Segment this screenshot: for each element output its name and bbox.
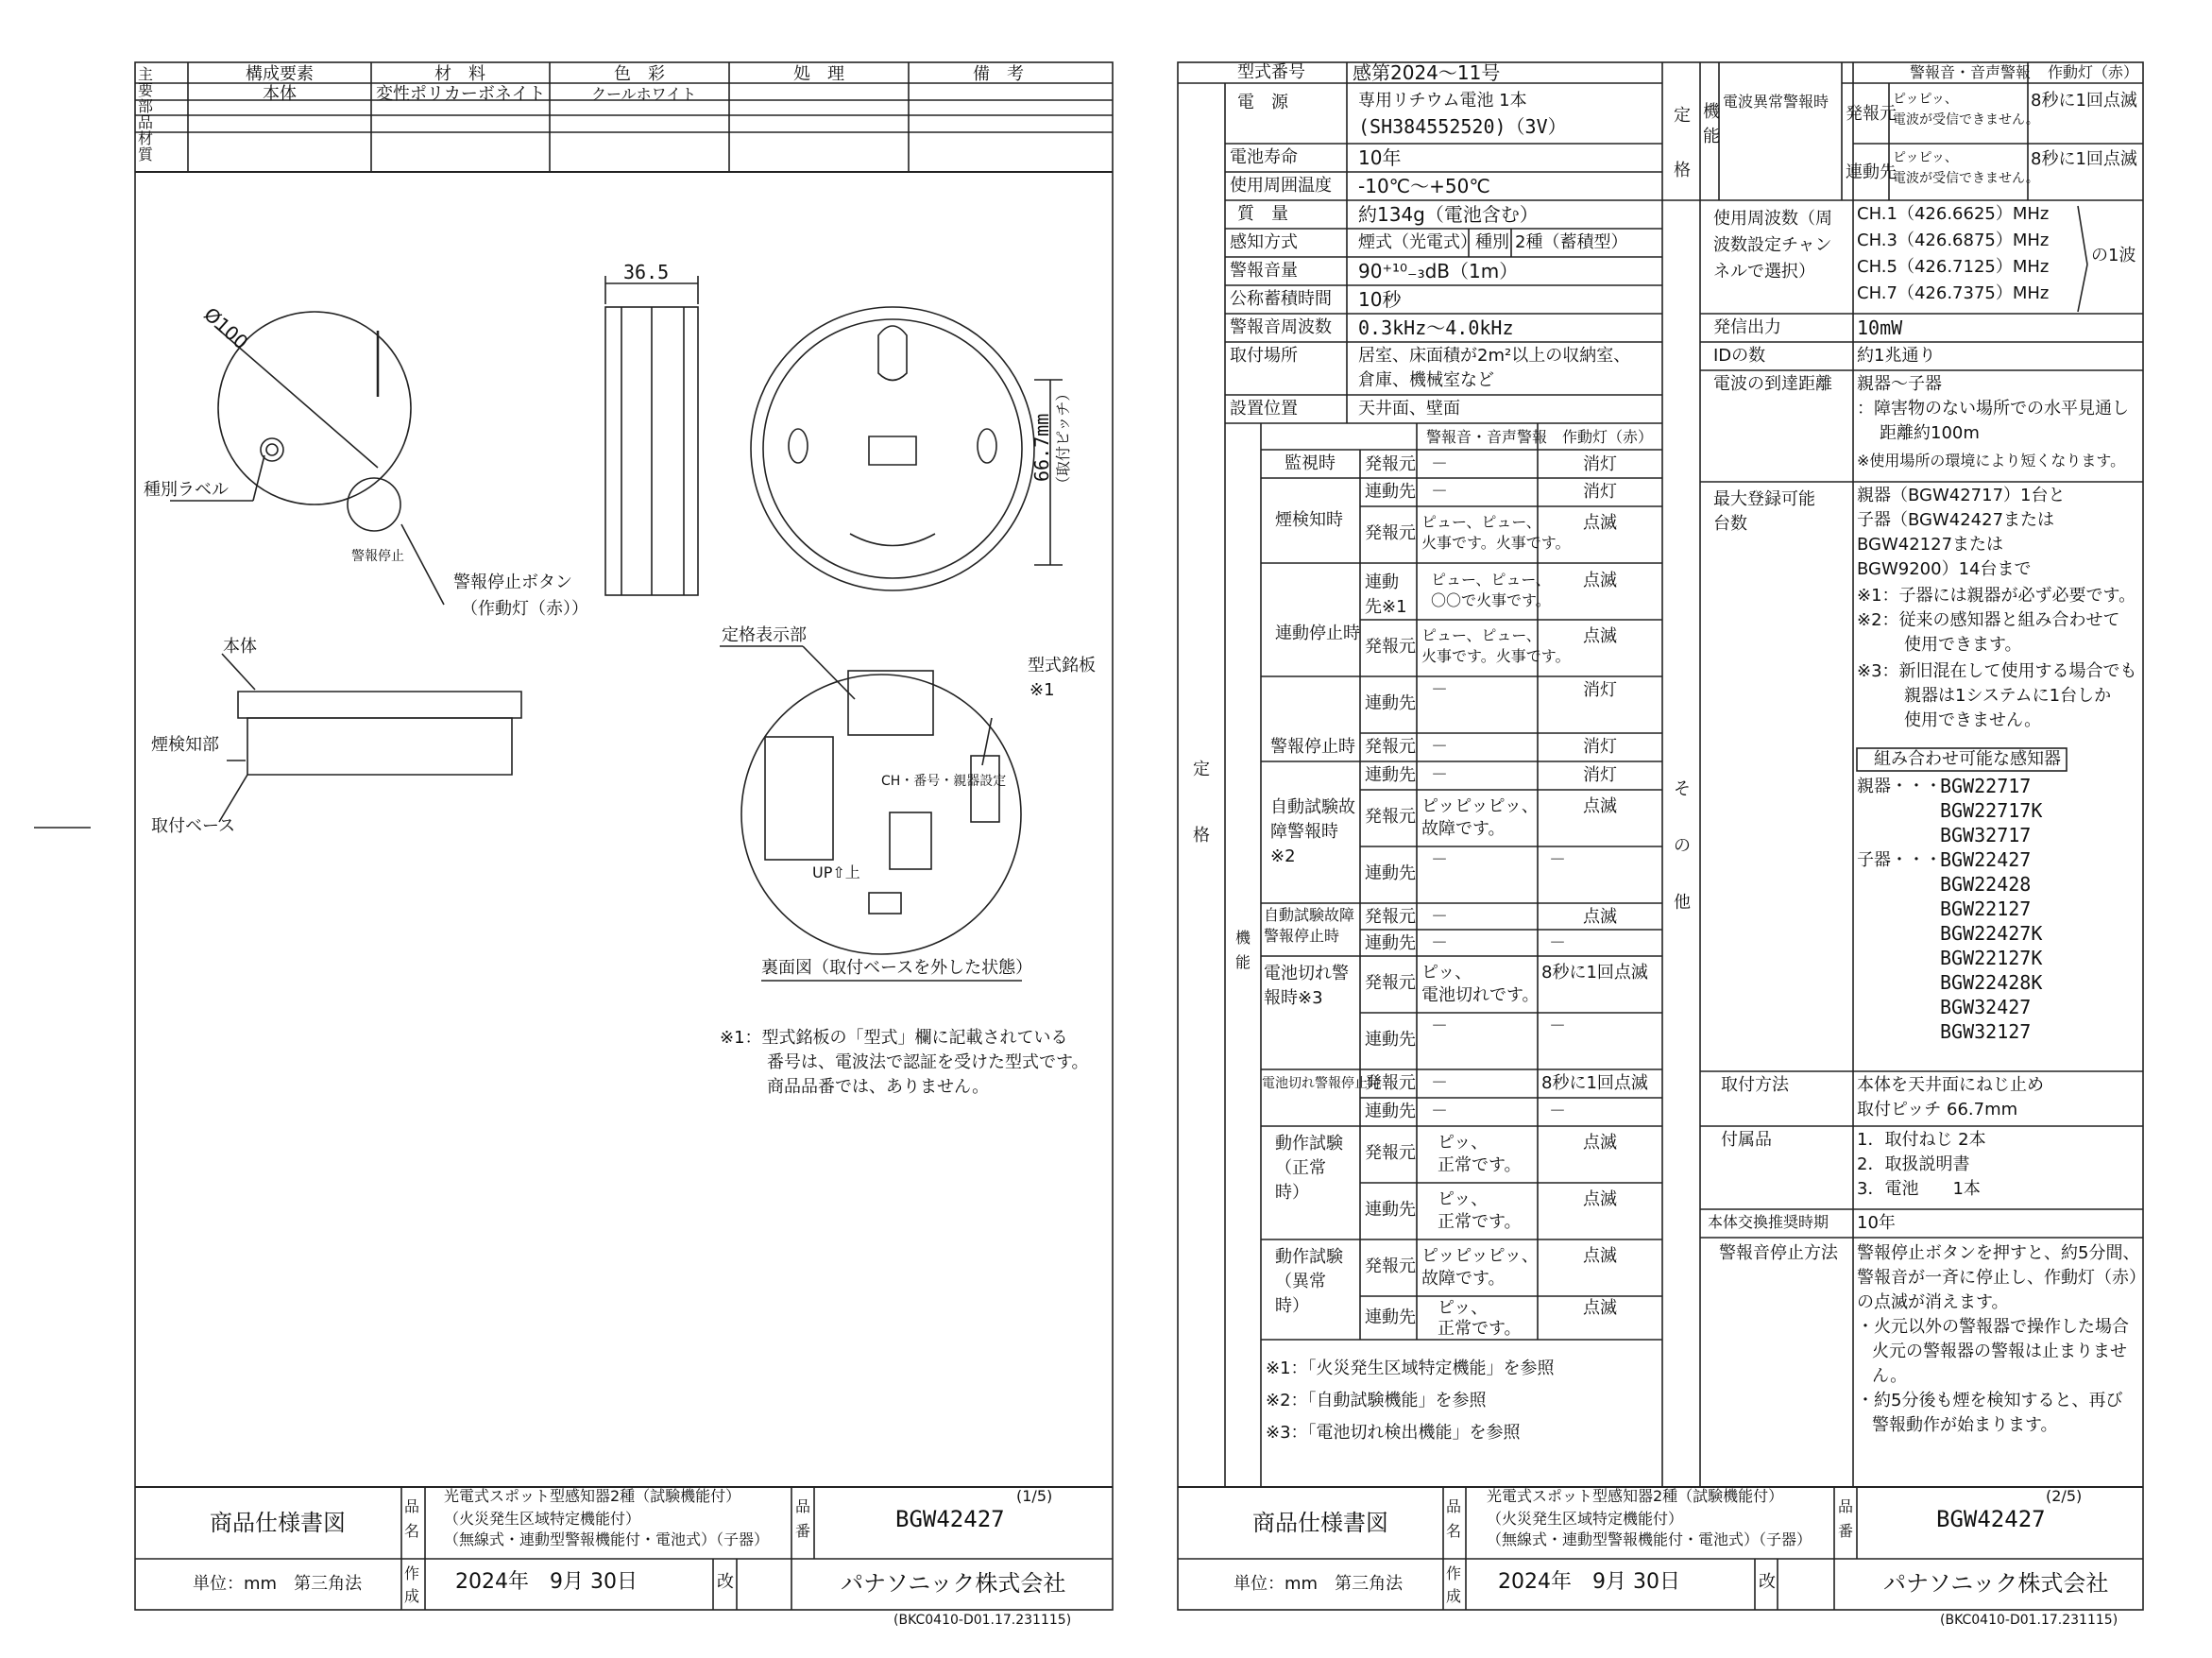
power-label: 電 源 [1237, 93, 1288, 112]
battery-src-lamp: 8秒に1回点滅 [1541, 963, 1648, 983]
mass-label: 質 量 [1237, 204, 1288, 224]
product-name-2-2: （火災発生区域特定機能付） [1487, 1510, 1684, 1528]
opnormal-dst-sound-1: ピッ、 [1438, 1189, 1489, 1209]
back-view-caption: 裏面図（取付ベースを外した状態） [761, 958, 1033, 978]
company: パナソニック株式会社 [841, 1570, 1066, 1597]
stop-line-1: 警報停止ボタンを押すと、約5分間、 [1857, 1243, 2140, 1263]
stop-line-7: ・約5分後も煙を検知すると、再び [1857, 1391, 2123, 1410]
max-line-3: BGW42127または [1857, 535, 2004, 555]
acc-2: 2．取扱説明書 [1857, 1154, 1970, 1174]
header-notes: 備 考 [973, 64, 1024, 84]
freq-value: 0.3kHz～4.0kHz [1358, 316, 1514, 339]
nameplate-callout: 型式銘板 [1028, 656, 1096, 675]
max-line-6: ※2：従来の感知器と組み合わせて [1857, 610, 2120, 630]
row-battery: 電池切れ警報時※3 [1264, 964, 1349, 1008]
freq-label: 警報音周波数 [1230, 317, 1332, 337]
rev-label: 改 [717, 1572, 734, 1592]
child-model-6: BGW22428K [1940, 971, 2043, 994]
interlock-src-sound-2: 火事です。火事です。 [1421, 647, 1571, 665]
opabnormal-dst-lamp: 点滅 [1583, 1298, 1617, 1318]
material-row-material: 変性ポリカーボネイト [376, 84, 546, 104]
interlock-src: 発報元 [1365, 637, 1416, 657]
stop-line-4: ・火元以外の警報器で操作した場合 [1857, 1317, 2129, 1337]
max-label: 最大登録可能台数 [1713, 489, 1815, 534]
pos-value: 天井面、壁面 [1358, 399, 1460, 419]
rating-label-left: 定格 [1193, 760, 1210, 846]
place-value-1: 居室、床面積が2m²以上の収納室、 [1358, 346, 1631, 366]
battery-life: 10年 [1358, 146, 1402, 169]
radio-src-sound-1: ピッピッ、 [1893, 92, 1958, 107]
channel-3: CH.3（426.6875）MHz [1857, 231, 2050, 250]
left-note-2: ※2：「自動試験機能」を参照 [1266, 1391, 1487, 1410]
output-value: 10mW [1857, 316, 1903, 339]
product-name-2-3: （無線式・連動型警報機能付・電池式）（子器） [1487, 1530, 1812, 1548]
type-no-value: 感第2024～11号 [1353, 61, 1501, 84]
autotest-dst-lamp: － [1549, 850, 1566, 870]
temp-value: -10℃～+50℃ [1358, 175, 1490, 197]
battery-src: 発報元 [1365, 973, 1416, 993]
acc-label: 付属品 [1721, 1130, 1772, 1150]
monitor-src-sound: － [1431, 454, 1448, 474]
autoteststop-src-sound: － [1431, 907, 1448, 927]
mount-1: 本体を天井面にねじ止め [1857, 1075, 2044, 1095]
id-label: IDの数 [1713, 346, 1766, 366]
stop-line-6: ん。 [1872, 1366, 1908, 1386]
radio-src-lamp: 8秒に1回点滅 [2031, 91, 2137, 111]
nameplate-note: ※1 [1029, 680, 1055, 700]
left-note-1: ※1：「火災発生区域特定機能」を参照 [1266, 1359, 1555, 1378]
row-battery-stop: 電池切れ警報停止時 [1262, 1076, 1381, 1091]
part-number: BGW42427 [895, 1506, 1005, 1532]
interlock-src-sound-1: ピュー、ピュー、 [1421, 626, 1541, 644]
reach-3: 距離約100m [1880, 423, 1980, 443]
stop-line-5: 火元の警報器の警報は止まりませ [1872, 1342, 2127, 1361]
max-line-10: 使用できません。 [1904, 710, 2042, 730]
monitor-dst: 連動先 [1365, 482, 1416, 502]
smoke-src-sound-1: ピュー、ピュー、 [1421, 513, 1541, 531]
func-label-left: 機能 [1235, 929, 1251, 971]
opnormal-dst-lamp: 点滅 [1583, 1189, 1617, 1209]
parent-model-2: BGW22717K [1940, 799, 2043, 822]
stop-method-label: 警報音停止方法 [1719, 1243, 1838, 1263]
place-label: 取付場所 [1230, 346, 1298, 366]
stop-line-8: 警報動作が始まります。 [1872, 1415, 2058, 1435]
body-callout: 本体 [223, 637, 257, 657]
num-label: 品番 [795, 1497, 811, 1540]
dimension-pitch-sub: （取付ピッチ） [1054, 385, 1072, 491]
header-treatment: 処 理 [793, 64, 844, 84]
up-label: UP⇧上 [812, 863, 860, 881]
acc-1: 1．取付ねじ 2本 [1857, 1130, 1986, 1150]
accum-label: 公称蓄積時間 [1230, 289, 1332, 309]
mass-value: 約134g（電池含む） [1358, 203, 1539, 226]
reach-label: 電波の到達距離 [1713, 374, 1832, 394]
diameter-label: Ø100 [199, 302, 253, 354]
method-label: 感知方式 [1230, 232, 1298, 252]
smoke-dst-lamp: 点滅 [1583, 571, 1617, 590]
interlock-dst-sound: － [1431, 680, 1448, 700]
autoteststop-dst: 連動先 [1365, 933, 1416, 953]
type-no-label: 型式番号 [1237, 62, 1305, 82]
opabnormal-src-sound-2: 故障です。 [1421, 1269, 1506, 1289]
product-name-2-1: 光電式スポット型感知器2種（試験機能付） [1487, 1487, 1784, 1505]
opabnormal-dst-sound-2: 正常です。 [1438, 1319, 1522, 1339]
note1-line1: ※1：型式銘板の「型式」欄に記載されている [720, 1028, 1068, 1048]
product-name-3: （無線式・連動型警報機能付・電池式）（子器） [444, 1530, 770, 1548]
alarmstop-src: 発報元 [1365, 737, 1416, 757]
opabnormal-dst: 連動先 [1365, 1308, 1416, 1327]
right-col-lamp: 作動灯（赤） [2048, 63, 2139, 81]
replace-value: 10年 [1857, 1213, 1896, 1233]
reach-4: ※使用場所の環境により短くなります。 [1857, 452, 2126, 470]
monitor-dst-lamp: 消灯 [1583, 482, 1617, 502]
stop-line-2: 警報音が一斉に停止し、作動灯（赤） [1857, 1268, 2146, 1288]
alarmstop-src-sound: － [1431, 737, 1448, 757]
autotest-src-sound-2: 故障です。 [1421, 819, 1506, 839]
opabnormal-src-lamp: 点滅 [1583, 1246, 1617, 1266]
name-label-2: 品名 [1446, 1497, 1462, 1540]
elevation-body [238, 692, 521, 718]
batterystop-src: 発報元 [1365, 1073, 1416, 1093]
opnormal-src-sound-1: ピッ、 [1438, 1133, 1489, 1153]
use-freq-label: 使用周波数（周波数設定チャンネルで選択） [1713, 209, 1832, 282]
pos-label: 設置位置 [1230, 399, 1298, 419]
row-auto-test: 自動試験故障警報時※2 [1270, 797, 1355, 866]
battery-dst-sound: － [1431, 1017, 1448, 1036]
type-label-callout: 種別ラベル [144, 480, 229, 500]
smoke-dst: 連動先※1 [1365, 573, 1407, 617]
note1-line2: 番号は、電波法で認証を受けた型式です。 [767, 1052, 1089, 1072]
page-number-2: (2/5) [2046, 1487, 2083, 1505]
reach-1: 親器～子器 [1857, 374, 1942, 394]
stop-button-callout-sub: （作動灯（赤）） [461, 599, 588, 619]
temp-label: 使用周囲温度 [1230, 176, 1332, 196]
dimension-pitch: 66.7mm [1030, 413, 1053, 482]
battery-src-sound-2: 電池切れです。 [1421, 985, 1540, 1005]
battery-life-label: 電池寿命 [1230, 147, 1298, 167]
interlock-dst: 連動先 [1365, 693, 1416, 713]
unit-label: 単位：mm 第三角法 [193, 1574, 363, 1594]
radio-fault-label: 電波異常警報時 [1723, 93, 1829, 111]
opnormal-src-lamp: 点滅 [1583, 1133, 1617, 1153]
header-color: 色 彩 [614, 64, 665, 84]
opnormal-dst: 連動先 [1365, 1200, 1416, 1220]
material-row-color: クールホワイト [591, 85, 697, 103]
opnormal-src-sound-2: 正常です。 [1438, 1155, 1522, 1175]
child-model-4: BGW22427K [1940, 922, 2043, 945]
opnormal-dst-sound-2: 正常です。 [1438, 1212, 1522, 1232]
num-label-2: 品番 [1838, 1497, 1854, 1540]
radio-dst-lamp: 8秒に1回点滅 [2031, 149, 2137, 169]
batterystop-dst: 連動先 [1365, 1102, 1416, 1121]
reach-2: ：障害物のない場所での水平見通し [1857, 399, 2129, 419]
col-lamp: 作動灯（赤） [1562, 428, 1654, 446]
battery-dst-lamp: － [1549, 1017, 1566, 1036]
radio-dst: 連動先 [1846, 162, 1897, 182]
parent-model-1: BGW22717 [1940, 775, 2032, 797]
opabnormal-src-sound-1: ピッピッピッ、 [1421, 1246, 1539, 1266]
row-interlock-stop: 連動停止時 [1275, 624, 1360, 643]
id-value: 約1兆通り [1857, 346, 1936, 366]
autoteststop-src-lamp: 点滅 [1583, 907, 1617, 927]
date: 2024年 9月 30日 [455, 1570, 638, 1594]
parent-label: 親器・・・ [1857, 777, 1942, 796]
header-material: 材 料 [434, 64, 485, 84]
func-label-right: 機能 [1703, 102, 1720, 146]
name-label: 品名 [404, 1497, 420, 1540]
rating-label-right: 定格 [1674, 106, 1691, 180]
channel-5: CH.5（426.7125）MHz [1857, 257, 2050, 277]
combo-title: 組み合わせ可能な感知器 [1874, 749, 2061, 769]
stop-button-callout: 警報停止ボタン [453, 573, 572, 592]
batterystop-src-sound: － [1431, 1073, 1448, 1093]
monitor-src-lamp: 消灯 [1583, 454, 1617, 474]
volume-value: 90⁺¹⁰₋₃dB（1m） [1358, 260, 1519, 282]
mount-label: 取付方法 [1721, 1075, 1789, 1095]
radio-src: 発報元 [1846, 104, 1897, 124]
doc-title-2: 商品仕様書図 [1252, 1510, 1388, 1536]
row-alarm-stop: 警報停止時 [1270, 737, 1355, 757]
smoke-src-lamp: 点滅 [1583, 513, 1617, 533]
materials-side-label: 主要部品材質 [138, 65, 154, 163]
product-name-1: 光電式スポット型感知器2種（試験機能付） [444, 1487, 741, 1505]
radio-dst-sound-1: ピッピッ、 [1893, 150, 1958, 165]
child-model-2: BGW22428 [1940, 873, 2032, 896]
child-model-7: BGW32427 [1940, 996, 2032, 1018]
autotest-src-sound-1: ピッピッピッ、 [1421, 796, 1539, 816]
row-auto-test-stop: 自動試験故障警報停止時 [1264, 906, 1355, 945]
max-line-5: ※1：子器には親器が必ず必要です。 [1857, 586, 2136, 606]
row-smoke: 煙検知時 [1275, 510, 1343, 530]
batterystop-dst-lamp: － [1549, 1102, 1566, 1121]
accum-value: 10秒 [1358, 288, 1402, 311]
stop-button-drawing [348, 478, 400, 531]
max-line-9: 親器は1システムに1台しか [1904, 686, 2112, 706]
autotest-src-lamp: 点滅 [1583, 796, 1617, 816]
radio-src-sound-2: 電波が受信できません。 [1893, 112, 2039, 128]
row-monitor: 監視時 [1285, 453, 1336, 473]
max-line-4: BGW9200）14台まで [1857, 559, 2032, 579]
channel-1: CH.1（426.6625）MHz [1857, 204, 2050, 224]
parent-model-3: BGW32717 [1940, 824, 2032, 846]
alarmstop-src-lamp: 消灯 [1583, 737, 1617, 757]
child-model-8: BGW32127 [1940, 1020, 2032, 1043]
opabnormal-dst-sound-1: ピッ、 [1438, 1298, 1489, 1318]
right-col-sound: 警報音・音声警報 [1910, 63, 2032, 81]
page-number: (1/5) [1016, 1487, 1053, 1505]
acc-3: 3．電池 1本 [1857, 1179, 1981, 1199]
autoteststop-src: 発報元 [1365, 907, 1416, 927]
stop-line-3: の点滅が消えます。 [1857, 1292, 2009, 1312]
smoke-callout: 煙検知部 [151, 735, 219, 755]
header-component: 構成要素 [246, 64, 314, 84]
back-view-body [751, 307, 1034, 590]
child-label: 子器・・・ [1857, 850, 1942, 870]
monitor-src: 発報元 [1365, 454, 1416, 474]
alarmstop-dst-lamp: 消灯 [1583, 765, 1617, 785]
opabnormal-src: 発報元 [1365, 1256, 1416, 1276]
material-row-component: 本体 [263, 84, 297, 104]
unit-label-2: 単位：mm 第三角法 [1234, 1574, 1404, 1594]
stop-text: 警報停止 [351, 549, 404, 564]
channel-7: CH.7（426.7375）MHz [1857, 283, 2050, 303]
ch-label: CH・番号・親器設定 [881, 774, 1007, 789]
made-label: 作成 [404, 1564, 420, 1605]
doc-code-2: (BKC0410-D01.17.231115) [1940, 1613, 2118, 1628]
child-model-5: BGW22127K [1940, 947, 2043, 969]
part-number-2: BGW42427 [1936, 1506, 2046, 1532]
volume-label: 警報音量 [1230, 261, 1298, 281]
mount-2: 取付ピッチ 66.7mm [1857, 1100, 2018, 1120]
autotest-src: 発報元 [1365, 807, 1416, 827]
one-wave: の1波 [2091, 246, 2136, 265]
smoke-dst-sound-1: ピュー、ピュー、 [1431, 571, 1551, 589]
replace-label: 本体交換推奨時期 [1708, 1213, 1829, 1231]
kind-value: 2種（蓄積型） [1515, 232, 1628, 252]
max-line-1: 親器（BGW42717）1台と [1857, 486, 2066, 505]
base-callout: 取付ベース [151, 816, 236, 836]
battery-src-sound-1: ピッ、 [1421, 963, 1472, 983]
autoteststop-dst-sound: － [1431, 933, 1448, 953]
sheet1-frame [135, 62, 1113, 1610]
smoke-src: 発報元 [1365, 523, 1416, 543]
child-model-1: BGW22427 [1940, 848, 2032, 871]
autotest-dst: 連動先 [1365, 863, 1416, 883]
row-op-normal: 動作試験（正常時） [1275, 1134, 1343, 1203]
autotest-dst-sound: － [1431, 850, 1448, 870]
batterystop-src-lamp: 8秒に1回点滅 [1541, 1073, 1648, 1093]
date-2: 2024年 9月 30日 [1498, 1570, 1680, 1594]
max-line-7: 使用できます。 [1904, 635, 2022, 655]
doc-title: 商品仕様書図 [210, 1510, 346, 1536]
power-value-1: 専用リチウム電池 1本 [1358, 91, 1527, 111]
row-op-abnormal: 動作試験（異常時） [1275, 1247, 1343, 1316]
smoke-dst-sound-2: 〇〇で火事です。 [1431, 591, 1551, 609]
kind-label: 種別 [1475, 232, 1509, 252]
note1-line3: 商品品番では、ありません。 [767, 1077, 990, 1097]
child-model-3: BGW22127 [1940, 897, 2032, 920]
alarmstop-dst: 連動先 [1365, 765, 1416, 785]
left-note-3: ※3：「電池切れ検出機能」を参照 [1266, 1423, 1521, 1443]
opnormal-src: 発報元 [1365, 1143, 1416, 1163]
made-label-2: 作成 [1446, 1564, 1462, 1605]
interlock-src-lamp: 点滅 [1583, 626, 1617, 646]
method-value: 煙式（光電式） [1358, 232, 1477, 252]
doc-code: (BKC0410-D01.17.231115) [893, 1613, 1072, 1628]
backplate-view [741, 675, 1021, 954]
interlock-dst-lamp: 消灯 [1583, 680, 1617, 700]
batterystop-dst-sound: － [1431, 1102, 1448, 1121]
rev-label-2: 改 [1759, 1572, 1776, 1592]
battery-dst: 連動先 [1365, 1030, 1416, 1050]
other-label: その他 [1674, 779, 1691, 913]
output-label: 発信出力 [1713, 317, 1781, 337]
max-line-8: ※3：新旧混在して使用する場合でも [1857, 661, 2137, 681]
max-line-2: 子器（BGW42427または [1857, 510, 2055, 530]
company-2: パナソニック株式会社 [1883, 1570, 2109, 1597]
power-value-2: (SH384552520)（3V） [1358, 115, 1567, 138]
dimension-width: 36.5 [623, 261, 670, 283]
rating-area-callout: 定格表示部 [722, 625, 807, 645]
monitor-dst-sound: － [1431, 482, 1448, 502]
product-name-2: （火災発生区域特定機能付） [444, 1510, 641, 1528]
col-sound: 警報音・音声警報 [1426, 428, 1548, 446]
place-value-2: 倉庫、機械室など [1358, 370, 1494, 390]
radio-dst-sound-2: 電波が受信できません。 [1893, 171, 2039, 186]
smoke-src-sound-2: 火事です。火事です。 [1421, 534, 1571, 552]
alarmstop-dst-sound: － [1431, 765, 1448, 785]
autoteststop-dst-lamp: － [1549, 933, 1566, 953]
